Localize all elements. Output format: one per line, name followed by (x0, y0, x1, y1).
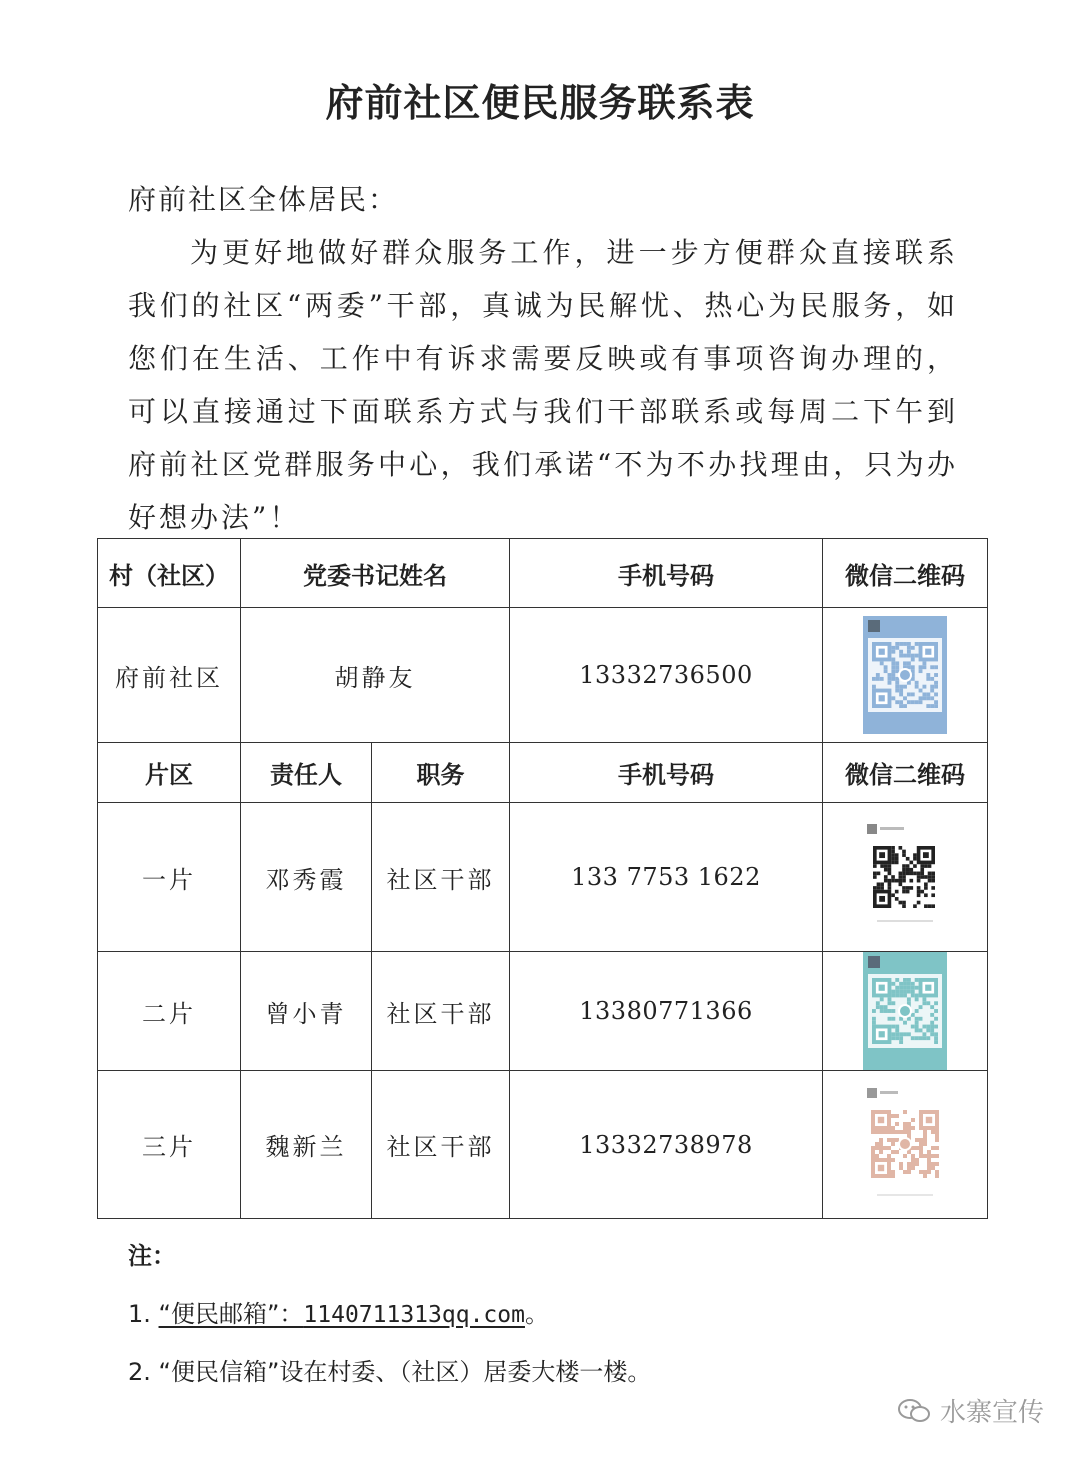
person-name: 魏新兰 (241, 1071, 372, 1219)
person-name: 邓秀霞 (241, 803, 372, 952)
header-phone-2: 手机号码 (510, 743, 823, 803)
phone-number: 13380771366 (510, 952, 823, 1071)
area-name: 二片 (98, 952, 241, 1071)
qr-cell (823, 803, 988, 952)
notes-title: 注： (128, 1242, 176, 1270)
community-name: 府前社区 (98, 608, 241, 743)
duty: 社区干部 (372, 1071, 510, 1219)
qr-code-image (823, 952, 987, 1070)
duty: 社区干部 (372, 952, 510, 1071)
email-link[interactable]: 1140711313qq.com (303, 1302, 525, 1328)
header-area: 片区 (98, 743, 241, 803)
table-row-secretary (98, 608, 988, 743)
page-title: 府前社区便民服务联系表 (325, 80, 755, 125)
header-village: 村（社区） (98, 539, 241, 608)
header-secretary-name: 党委书记姓名 (241, 539, 510, 608)
header-person: 责任人 (241, 743, 372, 803)
header-wechat-2: 微信二维码 (823, 743, 988, 803)
qr-cell (823, 952, 988, 1071)
note-email (128, 1294, 549, 1329)
salutation: 府前社区全体居民： (128, 183, 399, 216)
phone-number: 13332738978 (510, 1071, 823, 1219)
watermark (896, 1392, 1044, 1429)
table-row (98, 1071, 988, 1219)
qr-code-image (823, 1086, 987, 1204)
area-name: 一片 (98, 803, 241, 952)
note-email-prefix: 1. (128, 1300, 159, 1328)
note-mailbox: 2. “便民信箱”设在村委、（社区）居委大楼一楼。 (128, 1358, 652, 1386)
area-name: 三片 (98, 1071, 241, 1219)
secretary-name: 胡静友 (241, 608, 510, 743)
qr-code-image (823, 822, 987, 932)
watermark-text: 水寨宣传 (939, 1398, 1044, 1428)
duty: 社区干部 (372, 803, 510, 952)
contact-table (97, 538, 988, 1219)
secretary-phone: 13332736500 (510, 608, 823, 743)
intro-paragraph: 为更好地做好群众服务工作，进一步方便群众直接联系我们的社区“两委”干部，真诚为民解忧、热心为民服务，如您们在生活、工作中有诉求需要反映或有事项咨询办理的，可以直接通过下面联系方式与我们干部联系或每周二下午到府前社区党群服务中心，我们承诺“不为不办找理由，只为办好想办法”！ (128, 236, 958, 534)
header-wechat: 微信二维码 (823, 539, 988, 608)
qr-cell (823, 1071, 988, 1219)
person-name: 曾小青 (241, 952, 372, 1071)
note-email-suffix: 。 (524, 1300, 549, 1328)
secretary-qr-cell (823, 608, 988, 743)
header-row-areas (98, 743, 988, 803)
wechat-official-account-icon (896, 1396, 932, 1426)
qr-code-image (823, 616, 987, 734)
header-row-secretary (98, 539, 988, 608)
note-email-label: “便民邮箱”： (158, 1300, 304, 1328)
table-row (98, 952, 988, 1071)
header-phone: 手机号码 (510, 539, 823, 608)
header-duty: 职务 (372, 743, 510, 803)
phone-number: 133 7753 1622 (510, 803, 823, 952)
table-row (98, 803, 988, 952)
